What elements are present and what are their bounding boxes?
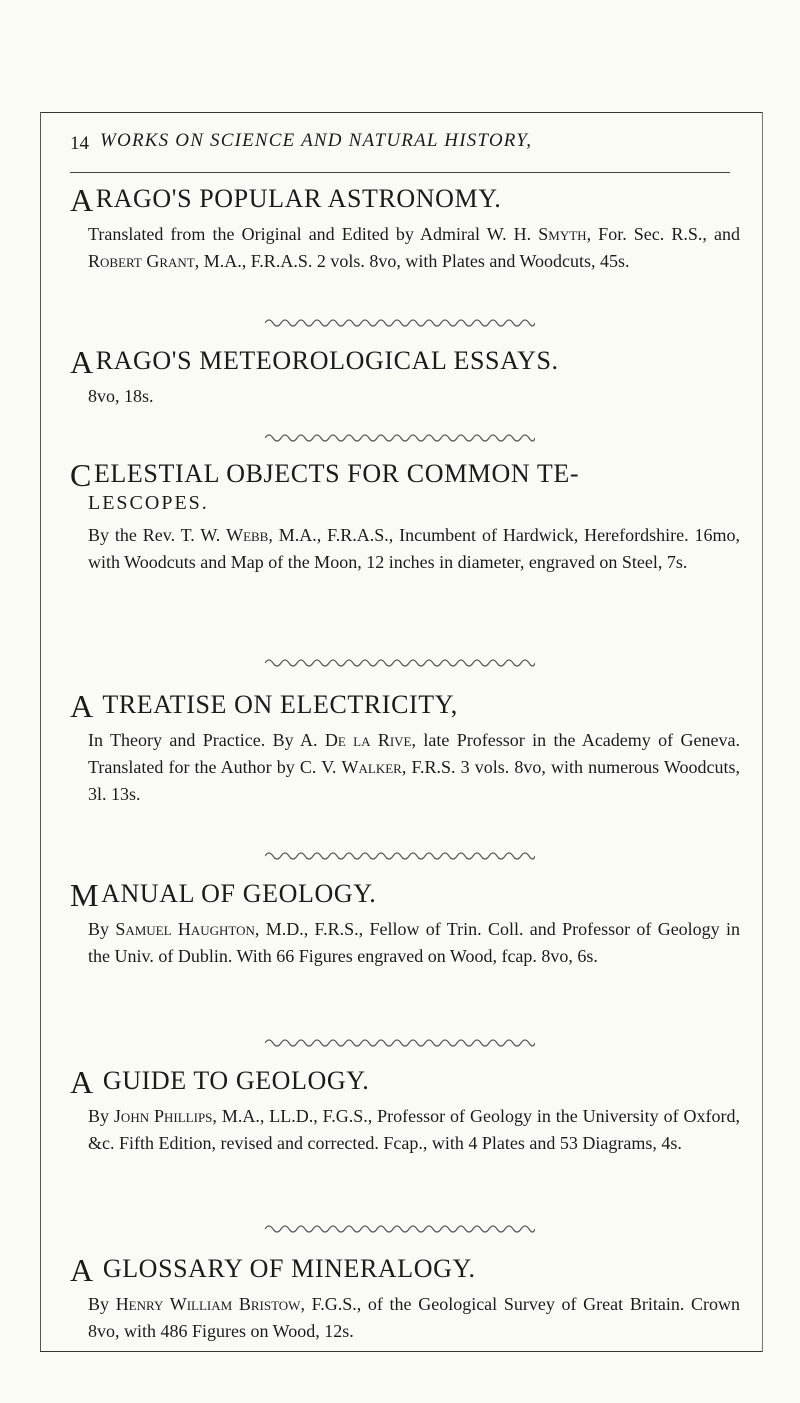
page-border-top xyxy=(40,112,762,113)
entry-title: MANUAL OF GEOLOGY. xyxy=(70,877,377,913)
wavy-divider xyxy=(0,1036,800,1048)
entry-initial: A xyxy=(70,688,94,724)
entry-title: A GLOSSARY OF MINERALOGY. xyxy=(70,1252,476,1288)
wavy-divider xyxy=(0,316,800,328)
page-header xyxy=(70,130,730,160)
page-border-bottom xyxy=(40,1351,762,1352)
author-name: Webb xyxy=(226,525,269,545)
catalog-entry xyxy=(70,1250,740,1345)
header-rule xyxy=(70,172,730,173)
page-number: 14 xyxy=(70,133,89,154)
entry-initial: A xyxy=(70,1252,94,1288)
author-name: Smyth xyxy=(538,224,587,244)
author-name: Robert Grant xyxy=(88,251,195,271)
page-border-left xyxy=(40,112,41,1352)
entry-description: 8vo, 18s. xyxy=(88,386,154,406)
running-title: WORKS ON SCIENCE AND NATURAL HISTORY, xyxy=(100,130,533,151)
entry-initial: A xyxy=(70,1064,94,1100)
catalog-entry xyxy=(70,455,740,576)
entry-title-continued: LESCOPES. xyxy=(88,492,209,514)
entry-description: By Henry William Bristow, F.G.S., of the Geological Survey of Great Britain. Crown 8vo, with 486 Figures on Wood, 12s. xyxy=(88,1294,740,1341)
entry-title: ARAGO'S METEOROLOGICAL ESSAYS. xyxy=(70,344,559,380)
catalog-entry xyxy=(70,180,740,275)
entry-initial: C xyxy=(70,457,92,493)
entry-description: By the Rev. T. W. Webb, M.A., F.R.A.S., Incumbent of Hardwick, Herefordshire. 16mo, with Woodcuts and Map of the Moon, 12 inches in diameter, engraved on Steel, 7s. xyxy=(88,525,741,572)
entry-title: ARAGO'S POPULAR ASTRONOMY. xyxy=(70,182,502,218)
author-name: De la Rive xyxy=(324,730,412,750)
author-name: Walker xyxy=(341,757,402,777)
wavy-divider xyxy=(0,1222,800,1234)
wavy-divider xyxy=(0,431,800,443)
catalog-entry xyxy=(70,686,740,808)
entry-title: A TREATISE ON ELECTRICITY, xyxy=(70,688,458,724)
catalog-entry xyxy=(70,1062,740,1157)
entry-initial: M xyxy=(70,877,100,913)
author-name: John Phillips xyxy=(113,1106,213,1126)
entry-initial: A xyxy=(70,344,94,380)
entry-description: By Samuel Haughton, M.D., F.R.S., Fellow of Trin. Coll. and Professor of Geology in the Univ. of Dublin. With 66 Figures engraved on Wood, fcap. 8vo, 6s. xyxy=(88,919,741,966)
entry-initial: A xyxy=(70,182,94,218)
entry-title: CELESTIAL OBJECTS FOR COMMON TE- LESCOPES. xyxy=(70,455,740,516)
wavy-divider xyxy=(0,849,800,861)
entry-description: In Theory and Practice. By A. De la Rive, late Professor in the Academy of Geneva. Translated for the Author by C. V. Walker, F.R.S. 3 vols. 8vo, with numerous Woodcuts, 3l. 13s. xyxy=(88,730,740,804)
entry-title: A GUIDE TO GEOLOGY. xyxy=(70,1064,370,1100)
author-name: Henry William Bristow xyxy=(115,1294,301,1314)
catalog-entry xyxy=(70,342,740,410)
author-name: Samuel Haughton xyxy=(115,919,255,939)
catalog-entry xyxy=(70,875,740,970)
page-border-right xyxy=(762,112,763,1352)
entry-description: Translated from the Original and Edited by Admiral W. H. Smyth, For. Sec. R.S., and Robert Grant, M.A., F.R.A.S. 2 vols. 8vo, with Plates and Woodcuts, 45s. xyxy=(88,224,740,271)
entry-description: By John Phillips, M.A., LL.D., F.G.S., Professor of Geology in the University of Oxford, &c. Fifth Edition, revised and corrected. Fcap., with 4 Plates and 53 Diagrams, 4s. xyxy=(88,1106,740,1153)
wavy-divider xyxy=(0,656,800,668)
